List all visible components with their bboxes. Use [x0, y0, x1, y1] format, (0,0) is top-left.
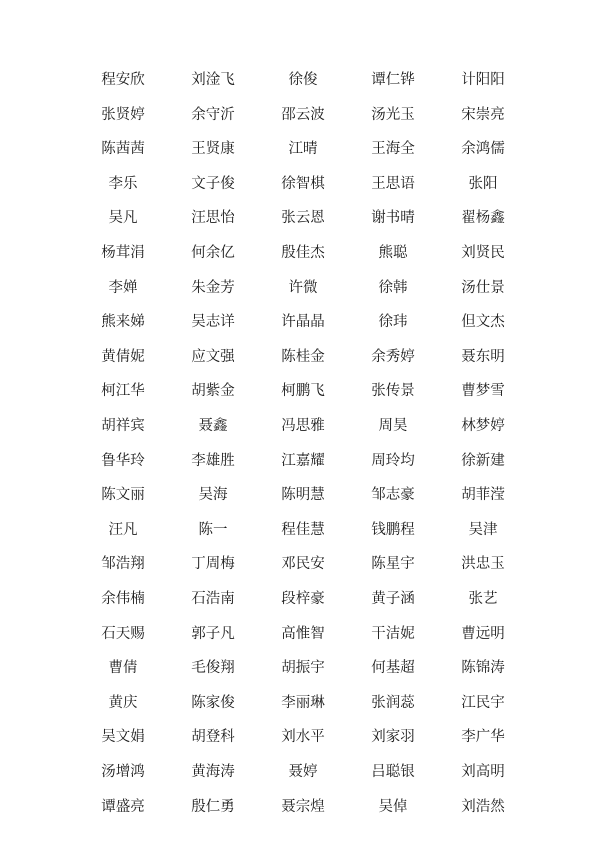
name-cell: 黄庆: [108, 694, 138, 711]
name-cell: 聂婷: [288, 763, 318, 780]
name-cell: 毛俊翔: [191, 660, 235, 677]
name-cell: 江晴: [288, 141, 318, 158]
name-cell: 郭子凡: [191, 625, 235, 642]
name-cell: 邹浩翔: [101, 556, 145, 573]
name-cell: 徐新建: [461, 452, 505, 469]
name-cell: 周玲均: [371, 452, 415, 469]
name-cell: 朱金芳: [191, 279, 235, 296]
name-cell: 吴凡: [108, 210, 138, 227]
name-cell: 聂鑫: [198, 417, 228, 434]
name-cell: 刘浩然: [461, 798, 505, 815]
name-cell: 段梓豪: [281, 590, 325, 607]
name-cell: 吴倬: [378, 798, 408, 815]
name-cell: 丁周梅: [191, 556, 235, 573]
name-cell: 江嘉耀: [281, 452, 325, 469]
name-cell: 邵云波: [281, 106, 325, 123]
name-cell: 张润蕊: [371, 694, 415, 711]
name-cell: 陈茜茜: [101, 141, 145, 158]
name-cell: 刘淦飞: [191, 72, 235, 89]
name-cell: 曹梦雪: [461, 383, 505, 400]
name-cell: 黄倩妮: [101, 348, 145, 365]
name-cell: 何基超: [371, 660, 415, 677]
name-cell: 胡紫金: [191, 383, 235, 400]
name-cell: 陈星宇: [371, 556, 415, 573]
name-cell: 许晶晶: [281, 314, 325, 331]
name-cell: 张贤婷: [101, 106, 145, 123]
name-cell: 石天赐: [101, 625, 145, 642]
name-cell: 石浩南: [191, 590, 235, 607]
name-cell: 林梦婷: [461, 417, 505, 434]
name-cell: 李乐: [108, 175, 138, 192]
name-cell: 张艺: [468, 590, 498, 607]
name-cell: 柯江华: [101, 383, 145, 400]
name-cell: 江民宇: [461, 694, 505, 711]
name-cell: 李雄胜: [191, 452, 235, 469]
name-cell: 胡祥宾: [101, 417, 145, 434]
name-cell: 李婵: [108, 279, 138, 296]
name-cell: 余鸿儒: [461, 141, 505, 158]
name-cell: 余秀婷: [371, 348, 415, 365]
name-cell: 宋崇亮: [461, 106, 505, 123]
name-cell: 周昊: [378, 417, 408, 434]
name-cell: 胡登科: [191, 729, 235, 746]
name-cell: 刘贤民: [461, 245, 505, 262]
name-cell: 但文杰: [461, 314, 505, 331]
name-cell: 殷仁勇: [191, 798, 235, 815]
name-cell: 邓民安: [281, 556, 325, 573]
name-cell: 程佳慧: [281, 521, 325, 538]
name-cell: 余伟楠: [101, 590, 145, 607]
name-cell: 杨茸涓: [101, 245, 145, 262]
name-cell: 曹倩: [108, 660, 138, 677]
name-cell: 陈锦涛: [461, 660, 505, 677]
name-cell: 聂东明: [461, 348, 505, 365]
name-cell: 张云恩: [281, 210, 325, 227]
name-cell: 张阳: [468, 175, 498, 192]
name-list-grid: [78, 63, 528, 824]
name-cell: 吴海: [198, 487, 228, 504]
name-cell: 汤仕景: [461, 279, 505, 296]
name-cell: 李丽琳: [281, 694, 325, 711]
name-cell: 王思语: [371, 175, 415, 192]
name-cell: 徐智棋: [281, 175, 325, 192]
name-cell: 许微: [288, 279, 318, 296]
name-cell: 曹远明: [461, 625, 505, 642]
name-cell: 汤增鸿: [101, 763, 145, 780]
name-cell: 刘高明: [461, 763, 505, 780]
name-cell: 王贤康: [191, 141, 235, 158]
name-cell: 吴志详: [191, 314, 235, 331]
name-cell: 汪凡: [108, 521, 138, 538]
name-cell: 应文强: [191, 348, 235, 365]
name-cell: 谢书晴: [371, 210, 415, 227]
name-cell: 汤光玉: [371, 106, 415, 123]
name-cell: 刘家羽: [371, 729, 415, 746]
name-cell: 余守沂: [191, 106, 235, 123]
name-cell: 高惟智: [281, 625, 325, 642]
name-cell: 吴文娟: [101, 729, 145, 746]
name-cell: 鲁华玲: [101, 452, 145, 469]
name-cell: 刘水平: [281, 729, 325, 746]
name-cell: 黄子涵: [371, 590, 415, 607]
name-cell: 谭仁铧: [371, 72, 415, 89]
name-cell: 胡振宇: [281, 660, 325, 677]
name-cell: 谭盛亮: [101, 798, 145, 815]
name-cell: 殷佳杰: [281, 245, 325, 262]
name-cell: 王海全: [371, 141, 415, 158]
name-cell: 计阳阳: [461, 72, 505, 89]
name-cell: 陈一: [198, 521, 228, 538]
name-cell: 柯鹏飞: [281, 383, 325, 400]
name-cell: 洪忠玉: [461, 556, 505, 573]
name-cell: 聂宗煌: [281, 798, 325, 815]
name-cell: 陈桂金: [281, 348, 325, 365]
name-cell: 汪思怡: [191, 210, 235, 227]
name-cell: 熊来娣: [101, 314, 145, 331]
name-cell: 李广华: [461, 729, 505, 746]
name-cell: 程安欣: [101, 72, 145, 89]
name-cell: 吴津: [468, 521, 498, 538]
name-cell: 冯思雅: [281, 417, 325, 434]
name-cell: 吕聪银: [371, 763, 415, 780]
name-cell: 干洁妮: [371, 625, 415, 642]
name-cell: 张传景: [371, 383, 415, 400]
name-cell: 胡菲滢: [461, 487, 505, 504]
name-cell: 翟杨鑫: [461, 210, 505, 227]
name-cell: 邹志豪: [371, 487, 415, 504]
name-cell: 陈家俊: [191, 694, 235, 711]
name-cell: 文子俊: [191, 175, 235, 192]
name-cell: 徐玮: [378, 314, 408, 331]
name-cell: 陈明慧: [281, 487, 325, 504]
name-cell: 黄海涛: [191, 763, 235, 780]
name-cell: 徐俊: [288, 72, 318, 89]
name-cell: 钱鹏程: [371, 521, 415, 538]
name-cell: 徐韩: [378, 279, 408, 296]
name-cell: 熊聪: [378, 245, 408, 262]
name-cell: 何余亿: [191, 245, 235, 262]
name-cell: 陈文丽: [101, 487, 145, 504]
